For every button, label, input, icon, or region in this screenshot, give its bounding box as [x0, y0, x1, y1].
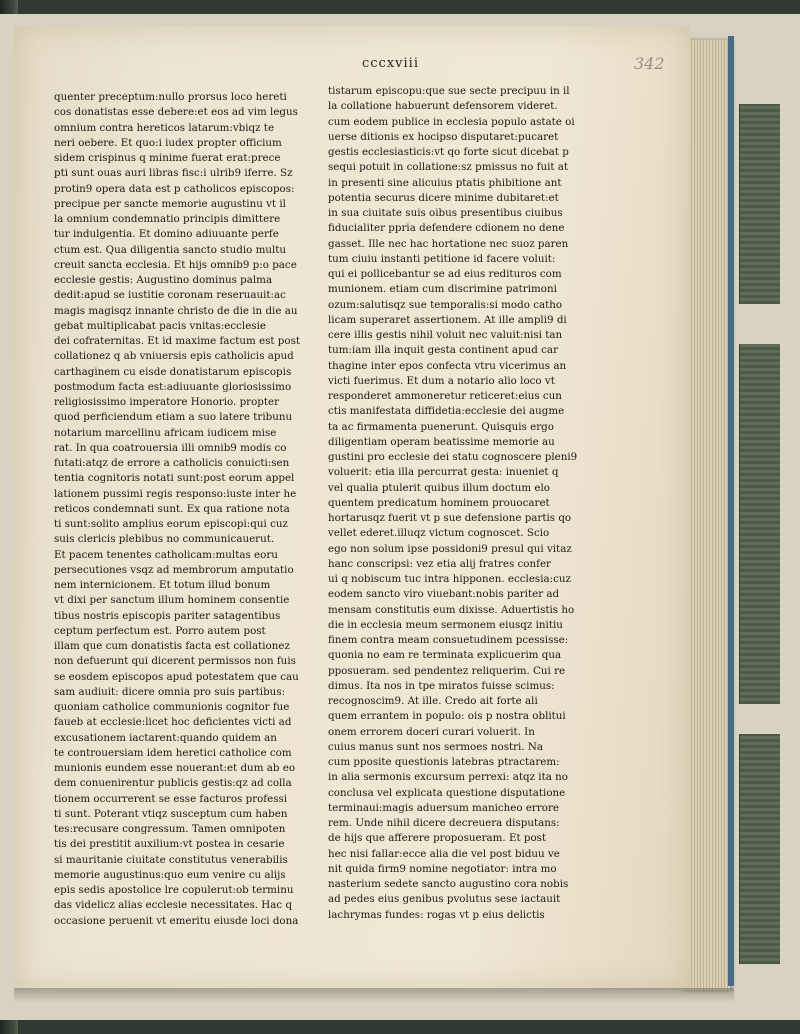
text-line: potentia securus dicere minime dubitaret:et [328, 191, 559, 204]
text-line: ad pedes eius genibus pvolutus sese iactauit [328, 893, 561, 906]
text-line: ta ac firmamenta puenerunt. Quisquis ergo [328, 420, 554, 433]
text-line: thagine inter epos confecta vtru vicerimus an [328, 359, 567, 372]
text-line: munionis eundem esse nouerant:et dum ab eo [54, 762, 296, 774]
text-line: quentem predicatum hominem prouocaret [328, 496, 550, 509]
text-line: precipue per sancte memorie augustinu vt il [54, 197, 286, 210]
text-line: creuit sancta ecclesia. Et hijs omnib9 p:o pace [54, 258, 297, 271]
page-header: cccxviii [362, 56, 419, 71]
text-line: quoniam catholice communionis cognitor fue [54, 701, 290, 713]
text-line: tis dei prestitit auxilium:vt postea in cesarie [54, 838, 285, 851]
text-line: vel qualia ptulerit quibus illum doctum elo [328, 481, 551, 494]
text-line: ti sunt:solito amplius eorum episcopi:qui cuz [54, 518, 288, 530]
text-line: quenter preceptum:nullo prorsus loco hereti [54, 91, 287, 103]
text-line: postmodum facta est:adiuuante gloriosissimo [54, 380, 292, 393]
text-line: rat. In qua coatrouersia illi omnib9 modis co [54, 441, 287, 454]
text-line: nem internicionem. Et totum illud bonum [54, 579, 271, 591]
text-line: nasterium sedete sancto augustino cora nobis [328, 878, 569, 890]
text-line: cuius manus sunt nos sermoes nostri. Na [328, 740, 544, 753]
binding-tie [739, 344, 780, 704]
text-line: tionem occurrerent se esse facturos professi [54, 792, 288, 805]
text-line: si mauritanie ciuitate constitutus venerabilis [54, 853, 288, 866]
text-line: das videlicz alias ecclesie necessitates. Hac q [54, 899, 293, 912]
text-line: tistarum episcopu:que sue secte precipuu in il [328, 85, 570, 97]
text-line: die in ecclesia meum sermonem eiusqz initiu [328, 618, 563, 631]
text-line: notarium marcellinu africam iudicem mise [54, 426, 277, 439]
text-line: omnium contra hereticos latarum:vbiqz te [54, 121, 275, 134]
text-line: ti sunt. Poterant vtiqz susceptum cum haben [54, 807, 288, 820]
text-line: vt dixi per sanctum illum hominem consentie [54, 594, 290, 607]
text-line: fiducialiter ppria defendere cdionem no dene [328, 222, 565, 235]
text-line: tentia cognitoris notati sunt:post eorum appel [54, 472, 295, 485]
text-line: gasset. Ille nec hac hortatione nec suoz paren [328, 237, 569, 250]
text-line: ozum:salutisqz sue temporalis:si modo catho [328, 298, 563, 311]
text-line: la omnium condemnatio principis dimittere [54, 213, 281, 225]
text-line: gebat multiplicabat pacis vnitas:ecclesie [54, 319, 266, 332]
text-line: futati:atqz de errore a catholicis conuicti:sen [54, 457, 290, 469]
text-line: ecclesie gestis: Augustino dominus palma [54, 274, 273, 286]
text-line: tes:recusare congressum. Tamen omnipoten [54, 823, 286, 835]
text-line: finem contra meam consuetudinem pcessisse: [328, 634, 569, 646]
text-line: in alia sermonis excursum perrexi: atqz ita no [328, 771, 568, 784]
text-line: dem conuenirentur publicis gestis:qz ad colla [54, 777, 292, 790]
folio-number: 342 [634, 54, 665, 73]
text-line: magis magisqz innante christo de die in die au [54, 304, 298, 317]
text-line: diligentiam operam beatissime memorie au [328, 435, 555, 448]
text-line: de hijs que afferere proposueram. Et post [328, 832, 547, 845]
text-line: cos donatistas esse debere:et eos ad vim legus [54, 106, 298, 119]
text-line: persecutiones vsqz ad membrorum amputatio [54, 563, 294, 576]
left-text-column [54, 90, 324, 929]
text-line: gestis ecclesiasticis:vt qo forte sicut dicebat p [328, 146, 569, 158]
text-line: eodem sancto viro viuebant:nobis pariter ad [328, 588, 560, 601]
right-text-column [328, 84, 598, 923]
text-line: dedit:apud se iustitie coronam reseruauit:ac [54, 289, 286, 302]
text-line: conclusa vel explicata questione disputatione [328, 786, 566, 799]
text-line: dei cofraternitas. Et id maxime factum est post [54, 335, 301, 347]
text-line: tur indulgentia. Et domino adiuuante perfe [54, 228, 279, 241]
text-line: victi fuerimus. Et dum a notario alio loco vt [328, 374, 555, 387]
text-line: se eosdem episcopos apud potestatem que cau [54, 670, 299, 683]
text-line: sequi potuit in collatione:sz pmissus no fuit at [328, 161, 569, 174]
text-line: quonia no eam re terminata explicuerim qua [328, 649, 562, 662]
text-line: faueb at ecclesie:licet hoc deficientes victi ad [54, 716, 292, 729]
binding-tie [739, 734, 780, 964]
text-line: sidem crispinus q minime fuerat erat:prece [54, 152, 281, 164]
text-line: non defuerunt qui dicerent permissos non fuis [54, 655, 296, 668]
text-line: sam audiuit: dicere omnia pro suis partibus: [54, 685, 286, 698]
text-line: memorie augustinus:quo eum venire cu alijs [54, 868, 286, 881]
text-line: tum:iam illa inquit gesta continent apud car [328, 344, 558, 357]
text-line: ceptum perfectum est. Porro autem post [54, 624, 266, 637]
text-line: quod perficiendum etiam a suo latere tribunu [54, 411, 293, 424]
page-edge-marker [728, 36, 734, 986]
text-line: carthaginem cu eisde donatistarum episcopis [54, 365, 292, 378]
text-line: lachrymas fundes: rogas vt p eius delictis [328, 908, 545, 921]
text-line: responderet ammoneretur reticeret:eius cun [328, 390, 562, 402]
text-line: cere illis gestis nihil voluit nec valuit:nisi tan [328, 329, 563, 341]
text-line: epis sedis apostolice lre copulerut:ob terminu [54, 884, 294, 896]
text-line: suis clericis plebibus no communicauerut. [54, 533, 275, 546]
text-line: neri oebere. Et quo:i iudex propter officium [54, 136, 282, 149]
text-line: hanc conscripsi: vez etia alij fratres confer [328, 557, 551, 570]
text-line: hortarusqz fuerit vt p sue defensione partis qo [328, 512, 572, 524]
text-line: vellet ederet.illuqz victum cognoscet. Scio [328, 527, 550, 540]
text-line: cum pposite questionis latebras ptractarem: [328, 756, 560, 768]
text-line: dimus. Ita nos in tpe miratos fuisse scimus: [328, 679, 555, 692]
text-line: voluerit: etia illa percurrat gesta: inueniet q [328, 466, 559, 479]
text-line: protin9 opera data est p catholicos episcopos: [54, 182, 295, 195]
text-line: pti sunt ouas auri libras fisc:i ulrib9 iferre. Sz [54, 167, 293, 180]
text-line: gustini pro ecclesie dei statu cognoscere pleni9 [328, 451, 578, 463]
text-line: nit quida firm9 nomine negotiator: intra mo [328, 862, 557, 875]
text-line: tum ciuiu instanti petitione id facere voluit: [328, 252, 556, 265]
text-line: tibus nostris episcopis pariter satagentibus [54, 609, 281, 622]
text-line: recognoscim9. At ille. Credo ait forte ali [328, 695, 538, 707]
text-line: uerse ditionis ex hocipso disputaret:pucaret [328, 130, 559, 143]
manuscript-page [14, 26, 690, 990]
text-line: ui q nobiscum tuc intra hipponen. ecclesia:cuz [328, 573, 571, 585]
text-line: collationez q ab vniuersis epis catholicis apud [54, 350, 294, 363]
text-line: terminaui:magis aduersum manicheo errore [328, 801, 559, 814]
text-line: excusationem iactarent:quando quidem an [54, 731, 277, 744]
text-line: in presenti sine alicuius ptatis phibitione ant [328, 176, 562, 189]
text-line: hec nisi fallar:ecce alia die vel post biduu ve [328, 847, 560, 860]
text-line: rem. Unde nihil dicere decreuera disputans: [328, 817, 560, 829]
page-shadow [14, 988, 734, 1002]
text-line: quem errantem in populo: ois p nostra oblitui [328, 710, 566, 723]
text-line: Et pacem tenentes catholicam:multas eoru [54, 548, 278, 561]
text-line: lationem pussimi regis responso:iuste inter he [54, 487, 297, 500]
text-line: munionem. etiam cum discrimine patrimoni [328, 283, 557, 296]
text-line: occasione peruenit vt emeritu eiusde loci dona [54, 914, 299, 927]
text-line: pposueram. sed pendentez reliquerim. Cui re [328, 664, 566, 677]
text-line: la collatione habuerunt defensorem videret. [328, 100, 558, 113]
text-line: in sua ciuitate suis oibus presentibus ciuibus [328, 207, 563, 219]
text-line: licam superaret assertionem. At ille ampli9 di [328, 313, 567, 326]
text-line: reticos condemnati sunt. Ex qua ratione nota [54, 502, 290, 515]
text-line: onem errorem doceri curari voluerit. In [328, 725, 535, 738]
text-line: religiosissimo imperatore Honorio. propter [54, 396, 280, 408]
text-line: cum eodem publice in ecclesia populo astate oi [328, 115, 575, 128]
text-line: illam que cum donatistis facta est collationez [54, 640, 290, 652]
text-line: qui ei pollicebantur se ad eius redituros com [328, 268, 562, 280]
binding-tie [739, 104, 780, 304]
text-line: mensam constitutis eum dixisse. Aduertistis ho [328, 603, 575, 616]
text-line: te controuersiam idem heretici catholice com [54, 746, 292, 759]
text-line: ctis manifestata diffidetia:ecclesie dei augme [328, 405, 565, 418]
text-line: ctum est. Qua diligentia sancto studio multu [54, 243, 287, 256]
text-line: ego non solum ipse possidoni9 presul qui vitaz [328, 542, 572, 555]
